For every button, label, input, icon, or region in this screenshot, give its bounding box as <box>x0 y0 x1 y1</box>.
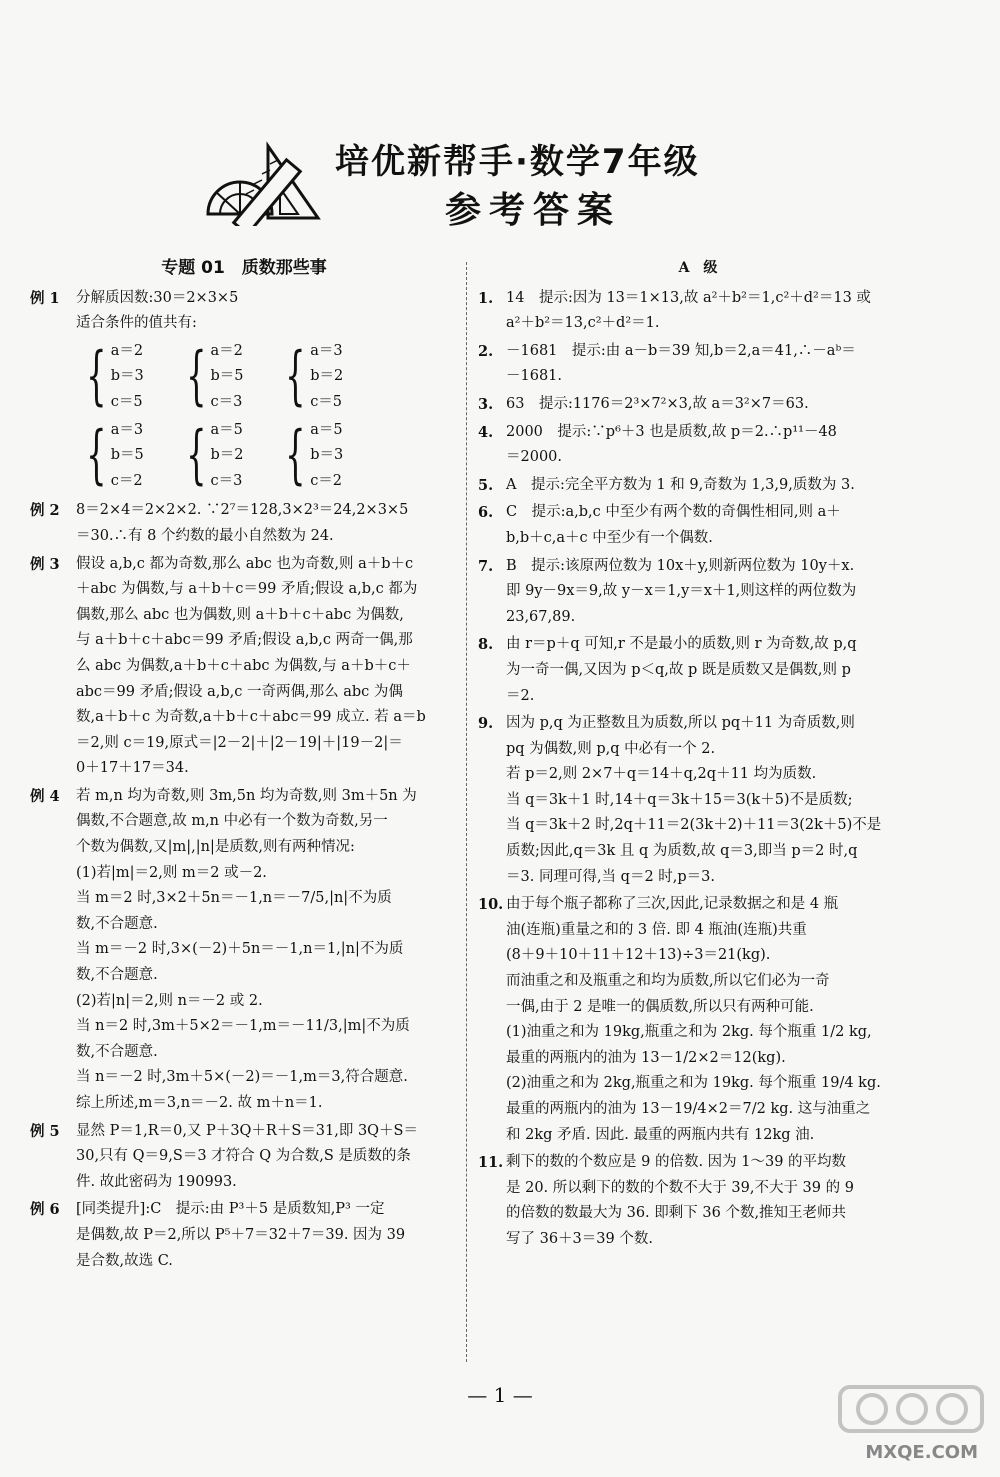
case-system: { a＝2 b＝5 c＝3 <box>176 339 244 416</box>
example-1 <box>30 286 458 497</box>
column-divider <box>466 262 467 1362</box>
case-eq: b＝3 <box>310 447 344 464</box>
text-line: (2)油重之和为 2kg,瓶重之和为 19kg. 每个瓶重 19/4 kg. <box>506 1075 881 1092</box>
example-label: 例 5 <box>30 1122 60 1140</box>
geometry-tools-logo <box>198 126 323 226</box>
text-line: 油(连瓶)重量之和的 3 倍. 即 4 瓶油(连瓶)共重 <box>506 921 807 938</box>
left-examples <box>30 498 458 1274</box>
answer-item-7 <box>478 554 918 631</box>
text-line: 和 2kg 矛盾. 因此. 最重的两瓶内共有 12kg 油. <box>506 1126 815 1143</box>
text-line: 是偶数,故 P＝2,所以 P⁵＋7＝32＋7＝39. 因为 39 <box>76 1226 406 1243</box>
case-eq: b＝2 <box>310 368 344 385</box>
case-eq: a＝2 <box>210 342 243 359</box>
answer-item-4 <box>478 420 918 471</box>
case-system: { a＝3 b＝5 c＝2 <box>76 418 144 495</box>
answer-number: 10. <box>478 896 504 914</box>
case-eq: a＝2 <box>110 342 144 359</box>
text-line: 因为 p,q 为正整数且为质数,所以 pq＋11 为奇质数,则 <box>506 715 855 732</box>
case-system: { a＝5 b＝2 c＝3 <box>176 418 244 495</box>
answer-item-9 <box>478 711 918 890</box>
text-line: 的倍数的数最大为 36. 即剩下 36 个数,推知王老师共 <box>506 1205 847 1222</box>
page-number: — 1 — <box>467 1383 533 1407</box>
text-line: ＋abc 为偶数,与 a＋b＋c＝99 矛盾;假设 a,b,c 都为 <box>76 581 418 598</box>
text-line: b,b＋c,a＋c 中至少有一个偶数. <box>506 529 713 546</box>
text-line: 剩下的数的个数应是 9 的倍数. 因为 1～39 的平均数 <box>506 1154 847 1171</box>
case-eq: b＝5 <box>210 368 244 385</box>
case-eq: a＝3 <box>310 342 343 359</box>
text-line: 23,67,89. <box>506 608 576 625</box>
text-line: －1681. <box>506 368 563 385</box>
text-line: 数,不合题意. <box>76 967 158 984</box>
case-eq: b＝2 <box>210 447 244 464</box>
text-line: 显然 P＝1,R＝0,又 P＋3Q＋R＋S＝31,即 3Q＋S＝ <box>76 1122 418 1139</box>
text-line: 一偶,由于 2 是唯一的偶质数,所以只有两种可能. <box>506 998 814 1015</box>
text-line: ＝2,则 c＝19,原式＝|2－2|＋|2－19|＋|19－2|＝ <box>76 734 403 751</box>
answer-number: 2. <box>478 342 494 360</box>
text-line: 偶数,那么 abc 也为偶数,则 a＋b＋c＋abc 为偶数, <box>76 606 404 623</box>
text-line: 当 n＝2 时,3m＋5×2＝－1,m＝－11/3,|m|不为质 <box>76 1018 410 1035</box>
case-eq: c＝3 <box>210 393 243 410</box>
text-line: 综上所述,m＝3,n＝－2. 故 m＋n＝1. <box>76 1095 323 1111</box>
example-2 <box>30 498 458 549</box>
text-line: 30,只有 Q＝9,S＝3 才符合 Q 为合数,S 是质数的条 <box>76 1148 411 1165</box>
text-line: pq 为偶数,则 p,q 中必有一个 2. <box>506 740 716 757</box>
section-title: 专题 01 质数那些事 <box>161 258 327 278</box>
text-line: 件. 故此密码为 190993. <box>76 1173 237 1190</box>
text-line: 数,不合题意. <box>76 1043 158 1060</box>
answer-key-title: 参考答案 <box>445 190 622 231</box>
text-line: 么 abc 为偶数,a＋b＋c＋abc 为偶数,与 a＋b＋c＋ <box>76 657 411 674</box>
case-eq: c＝5 <box>110 393 143 410</box>
answer-item-5 <box>478 473 918 499</box>
answer-item-2 <box>478 339 918 390</box>
text-line: －1681 提示:由 a－b＝39 知,b＝2,a＝41,∴－aᵇ＝ <box>506 342 856 359</box>
text-line: 14 提示:因为 13＝1×13,故 a²＋b²＝1,c²＋d²＝13 或 <box>506 289 871 306</box>
watermark-text: MXQE.COM <box>865 1442 978 1463</box>
case-eq: a＝5 <box>210 421 243 438</box>
answer-list <box>478 286 918 1253</box>
text-line: 8＝2×4＝2×2×2. ∵2⁷＝128,3×2³＝24,2×3×5 <box>76 502 409 519</box>
text-line: (1)若|m|＝2,则 m＝2 或－2. <box>76 864 267 881</box>
case-eq: c＝5 <box>310 393 343 410</box>
text-line: 当 m＝2 时,3×2＋5n＝－1,n＝－7/5,|n|不为质 <box>76 890 392 907</box>
text-line: 个数为偶数,又|m|,|n|是质数,则有两种情况: <box>76 839 355 856</box>
case-row <box>76 418 458 495</box>
case-system: { a＝2 b＝3 c＝5 <box>76 339 144 416</box>
answer-number: 6. <box>478 504 494 522</box>
text-line: 分解质因数:30＝2×3×5 <box>76 289 239 306</box>
text-line: 是 20. 所以剩下的数的个数不大于 39,不大于 39 的 9 <box>506 1179 854 1196</box>
text-line: 适合条件的值共有: <box>76 315 197 332</box>
text-line: 是合数,故选 C. <box>76 1252 173 1269</box>
case-row <box>76 339 458 416</box>
page-header <box>0 120 1000 230</box>
example-6 <box>30 1197 458 1274</box>
text-line: 与 a＋b＋c＋abc＝99 矛盾;假设 a,b,c 两奇一偶,那 <box>76 632 413 649</box>
case-eq: b＝3 <box>110 368 144 385</box>
text-line: [同类提升]:C 提示:由 P³＋5 是质数知,P³ 一定 <box>76 1201 385 1218</box>
example-3 <box>30 552 458 782</box>
text-line: 由 r＝p＋q 可知,r 不是最小的质数,则 r 为奇数,故 p,q <box>506 636 857 653</box>
case-eq: c＝3 <box>210 472 243 489</box>
text-line: ＝3. 同理可得,当 q＝2 时,p＝3. <box>506 868 716 885</box>
answer-number: 3. <box>478 395 494 413</box>
text-line: 偶数,不合题意,故 m,n 中必有一个数为奇数,另一 <box>76 813 388 830</box>
text-line: (2)若|n|＝2,则 n＝－2 或 2. <box>76 992 263 1009</box>
answer-number: 8. <box>478 636 494 654</box>
text-line: 当 q＝3k＋2 时,2q＋11＝2(3k＋2)＋11＝3(2k＋5)不是 <box>506 817 882 834</box>
case-eq: b＝5 <box>110 447 144 464</box>
left-column <box>30 256 458 1276</box>
text-line: 0＋17＋17＝34. <box>76 760 189 777</box>
case-eq: a＝3 <box>110 421 144 438</box>
answer-item-6 <box>478 500 918 551</box>
text-line: a²＋b²＝13,c²＋d²＝1. <box>506 315 660 332</box>
text-line: 若 p＝2,则 2×7＋q＝14＋q,2q＋11 均为质数. <box>506 766 817 783</box>
text-line: 由于每个瓶子都称了三次,因此,记录数据之和是 4 瓶 <box>506 896 839 913</box>
text-line: 63 提示:1176＝2³×7²×3,故 a＝3²×7＝63. <box>506 395 809 412</box>
example-label: 例 1 <box>30 289 60 307</box>
example-5 <box>30 1119 458 1196</box>
text-line: (8＋9＋10＋11＋12＋13)÷3＝21(kg). <box>506 947 771 964</box>
text-line: 数,a＋b＋c 为奇数,a＋b＋c＋abc＝99 成立. 若 a＝b <box>76 709 426 726</box>
example-label: 例 4 <box>30 787 60 805</box>
answer-number: 4. <box>478 423 494 441</box>
answer-number: 1. <box>478 289 494 307</box>
text-line: 若 m,n 均为奇数,则 3m,5n 均为奇数,则 3m＋5n 为 <box>76 787 417 804</box>
answer-item-8 <box>478 632 918 709</box>
text-line: A 提示:完全平方数为 1 和 9,奇数为 1,3,9,质数为 3. <box>506 476 855 493</box>
text-line: 最重的两瓶内的油为 13－19/4×2＝7/2 kg. 这与油重之 <box>506 1101 871 1117</box>
answer-item-11 <box>478 1150 918 1252</box>
text-line: 当 m＝－2 时,3×(－2)＋5n＝－1,n＝1,|n|不为质 <box>76 941 404 958</box>
text-line: 最重的两瓶内的油为 13－1/2×2＝12(kg). <box>506 1049 786 1066</box>
text-line: 数,不合题意. <box>76 915 158 932</box>
text-line: 2000 提示:∵p⁶＋3 也是质数,故 p＝2.∴p¹¹－48 <box>506 423 837 440</box>
text-line: abc＝99 矛盾;假设 a,b,c 一奇两偶,那么 abc 为偶 <box>76 683 403 700</box>
text-line: 写了 36＋3＝39 个数. <box>506 1230 653 1247</box>
example-label: 例 6 <box>30 1201 60 1219</box>
text-line: 当 q＝3k＋1 时,14＋q＝3k＋15＝3(k＋5)不是质数; <box>506 791 853 808</box>
case-system: { a＝3 b＝2 c＝5 <box>275 339 343 416</box>
example-4 <box>30 784 458 1117</box>
right-column <box>478 256 918 1255</box>
answer-number: 9. <box>478 715 494 733</box>
answer-item-10 <box>478 892 918 1148</box>
text-line: C 提示:a,b,c 中至少有两个数的奇偶性相同,则 a＋ <box>506 504 841 521</box>
text-line: ＝30.∴有 8 个约数的最小自然数为 24. <box>76 527 334 544</box>
text-line: 当 n＝－2 时,3m＋5×(－2)＝－1,m＝3,符合题意. <box>76 1069 408 1086</box>
answer-item-1 <box>478 286 918 337</box>
book-title: 培优新帮手·数学7年级 <box>335 142 700 182</box>
answer-number: 11. <box>478 1154 504 1172</box>
text-line: 为一奇一偶,又因为 p＜q,故 p 既是质数又是偶数,则 p <box>506 661 851 678</box>
answer-item-3 <box>478 392 918 418</box>
answer-number: 7. <box>478 557 494 575</box>
text-line: 假设 a,b,c 都为奇数,那么 abc 也为奇数,则 a＋b＋c <box>76 555 414 572</box>
answer-number: 5. <box>478 476 494 494</box>
text-line: (1)油重之和为 19kg,瓶重之和为 2kg. 每个瓶重 1/2 kg, <box>506 1024 872 1041</box>
example-label: 例 3 <box>30 555 60 573</box>
example-label: 例 2 <box>30 502 60 520</box>
text-line: ＝2. <box>506 687 535 704</box>
text-line: 质数;因此,q＝3k 且 q 为质数,故 q＝3,即当 p＝2 时,q <box>506 843 858 860</box>
text-line: 即 9y－9x＝9,故 y－x＝1,y＝x＋1,则这样的两位数为 <box>506 583 857 600</box>
case-eq: c＝2 <box>110 472 143 489</box>
case-eq: c＝2 <box>310 472 343 489</box>
case-eq: a＝5 <box>310 421 343 438</box>
text-line: ＝2000. <box>506 449 563 466</box>
level-title: A 级 <box>678 260 718 276</box>
text-line: B 提示:该原两位数为 10x＋y,则新两位数为 10y＋x. <box>506 557 855 574</box>
case-system: { a＝5 b＝3 c＝2 <box>275 418 343 495</box>
text-line: 而油重之和及瓶重之和均为质数,所以它们必为一奇 <box>506 973 830 990</box>
